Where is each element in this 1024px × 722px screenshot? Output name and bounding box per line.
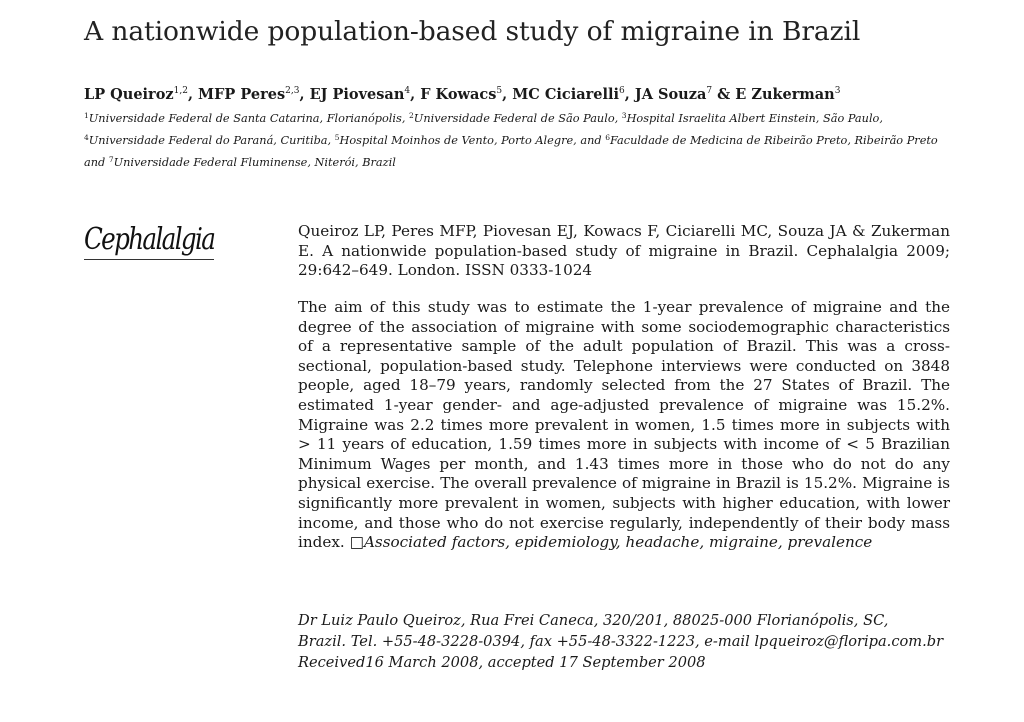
affiliation: Universidade Federal do Paraná, Curitiba, [88,134,335,147]
affiliation: Hospital Moinhos de Vento, Porto Alegre, and [339,134,606,147]
affiliation: Universidade Federal Fluminense, Niterói, Brazil [113,156,396,169]
abstract-text: The aim of this study was to estimate the 1-year prevalence of migraine and the degree of the association of migraine with some sociodemographic characteristics of a representative sample of the adult population of Brazil. This was a cross-sectional, population-based study. Telephone interviews were conducted on 3848 people, aged 18–79 years, randomly selected from the 27 States of Brazil. The estimated 1-year gender- and age-adjusted prevalence of migraine was 15.2%. Migraine was 2.2 times more prevalent in women, 1.5 times more in subjects with > 11 years of education, 1.59 times more in subjects with income of < 5 Brazilian Minimum Wages per month, and 1.43 times more in those who do not do any physical exercise. The overall prevalence of migraine in Brazil is 15.2%. Migraine is significantly more prevalent in women, subjects with higher education, with lower income, and those who do not exercise regularly, independently of their body mass index. [298,298,950,552]
abstract [298,298,950,553]
keywords: Associated factors, epidemiology, headache, migraine, prevalence [363,533,873,552]
author: MFP Peres$^{2,3}$, [198,86,310,103]
correspondence-contact: Brazil. Tel. +55-48-3228-0394, fax +55-48-3322-1223, e-mail lpqueiroz@floripa.com.br [298,633,944,650]
citation: Queiroz LP, Peres MFP, Piovesan EJ, Kowacs F, Ciciarelli MC, Souza JA & Zukerman E. A nationwide population-based study of migraine in Brazil. Cephalalgia 2009; 29:642–649. London. ISSN 0333-1024 [298,222,950,280]
author: F Kowacs$^5$, [420,86,513,103]
correspondence-address: Dr Luiz Paulo Queiroz, Rua Frei Caneca, 320/201, 88025-000 Florianópolis, SC, [298,612,889,629]
author: MC Ciciarelli$^6$, [512,86,635,103]
journal-logo: Cephalalgia [84,222,215,257]
author: LP Queiroz$^{1,2}$, [84,86,199,103]
keywords-marker: □ [349,533,364,552]
article-title: A nationwide population-based study of migraine in Brazil [84,16,861,47]
author: E Zukerman$^3$ [735,86,841,103]
affiliation: Hospital Israelita Albert Einstein, São Paulo, [626,112,883,125]
author: EJ Piovesan$^4$, [309,86,421,103]
logo-underline [84,259,214,260]
author-list [84,86,840,103]
affiliation: Universidade Federal de Santa Catarina, Florianópolis, [88,112,410,125]
author: JA Souza$^7$ & [634,86,736,103]
affiliation: Universidade Federal de São Paulo, [413,112,622,125]
affiliations: $^1$Universidade Federal de Santa Catarina, Florianópolis, $^2$Universidade Federal de São Paulo, $^3$Hospital Israelita Albert Einstein, São Paulo, $^4$Universidade Federal do Paraná, Curitiba, $^5$Hospital Moinhos de Vento, Porto Alegre, and $^6$Faculdade de Medicina de Ribeirão Preto, Ribeirão Preto and $^7$Universidade Federal Fluminense, Niterói, Brazil [84,111,938,169]
affiliation: Faculdade de Medicina de Ribeirão Preto, Ribeirão Preto and [84,134,938,169]
received-dates: Received16 March 2008, accepted 17 September 2008 [298,654,706,671]
correspondence [298,610,950,673]
